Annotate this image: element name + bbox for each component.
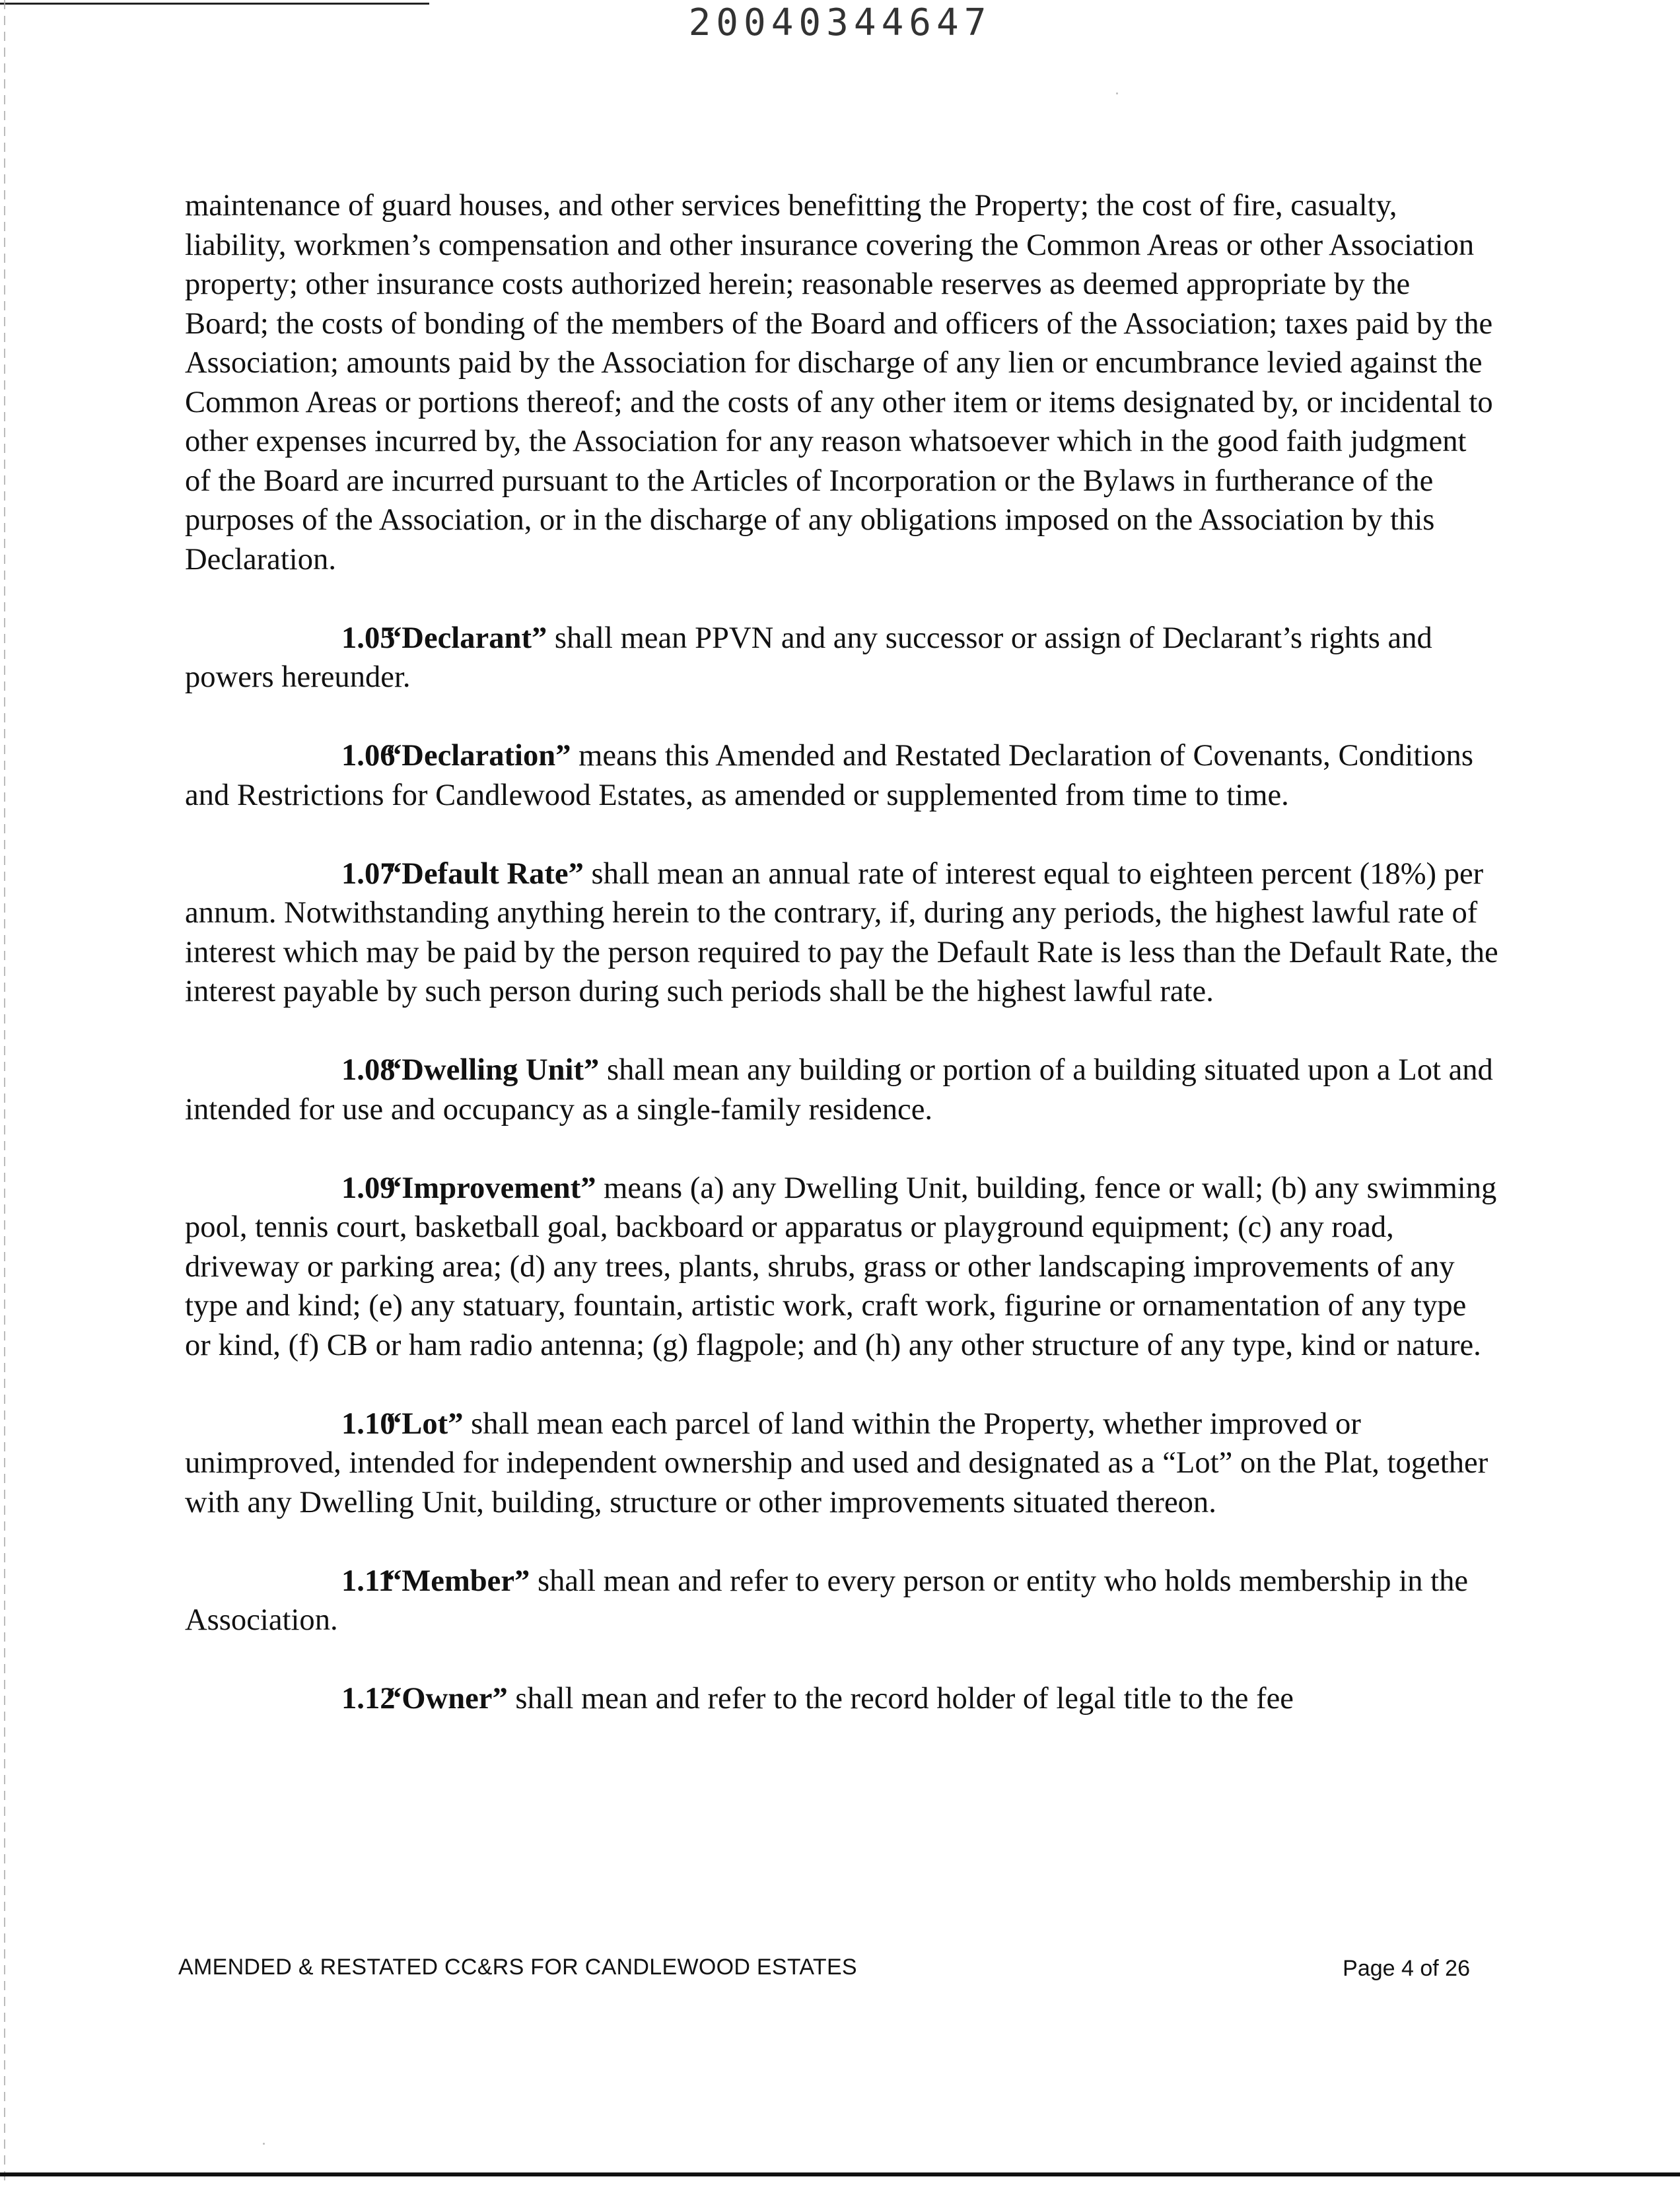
footer-page-number: Page 4 of 26: [1343, 1956, 1470, 1981]
section-text: shall mean and refer to every person or entity who holds membership in the Association.: [185, 1563, 1469, 1637]
section-number: 1.08: [341, 1053, 396, 1087]
scan-speck: [263, 2143, 265, 2145]
section-number: 1.07: [341, 856, 396, 891]
section-term: “Declarant”: [386, 620, 547, 655]
section-term: “Improvement”: [386, 1170, 596, 1205]
section-1-07: [185, 854, 1499, 1012]
section-text: means this Amended and Restated Declaration of Covenants, Conditions and Restrictions for Candlewood Estates, as amended or supplemented from time to time.: [185, 738, 1473, 812]
section-1-06: [185, 736, 1499, 815]
section-text: shall mean and refer to the record holder of legal title to the fee: [507, 1681, 1294, 1716]
section-term: “Member”: [386, 1563, 530, 1598]
section-1-09: [185, 1169, 1499, 1366]
section-term: “Owner”: [386, 1681, 508, 1716]
document-number: 20040344647: [688, 1, 992, 44]
document-body: [185, 186, 1499, 1758]
section-text: shall mean each parcel of land within the Property, whether improved or unimproved, intended for independent ownership and used and designated as a “Lot” on the Plat, together with any Dwelling Unit, building, structure or other improvements situated thereon.: [185, 1406, 1488, 1519]
footer-title: AMENDED & RESTATED CC&RS FOR CANDLEWOOD ESTATES: [178, 1955, 857, 1980]
section-1-10: [185, 1405, 1499, 1523]
scan-bottom-rule: [0, 2172, 1680, 2176]
section-number: 1.06: [341, 738, 396, 773]
section-text: shall mean PPVN and any successor or assign of Declarant’s rights and powers hereunder.: [185, 620, 1432, 694]
section-term: “Default Rate”: [386, 856, 584, 891]
section-1-08: [185, 1051, 1499, 1129]
intro-paragraph: maintenance of guard houses, and other services benefitting the Property; the cost of fire, casualty, liability, workmen’s compensation and other insurance covering the Common Areas or other Association property; other insurance costs authorized herein; reasonable reserves as deemed appropriate by the Board; the costs of bonding of the members of the Board and officers of the Association; taxes paid by the Association; amounts paid by the Association for discharge of any lien or encumbrance levied against the Common Areas or portions thereof; and the costs of any other item or items designated by, or incidental to other expenses incurred by, the Association for any reason whatsoever which in the good faith judgment of the Board are incurred pursuant to the Articles of Incorporation or the Bylaws in furtherance of the purposes of the Association, or in the discharge of any obligations imposed on the Association by this Declaration.: [185, 188, 1493, 576]
section-term: “Declaration”: [386, 738, 571, 773]
section-term: “Lot”: [386, 1406, 464, 1441]
section-number: 1.12: [341, 1681, 396, 1716]
section-number: 1.10: [341, 1406, 396, 1441]
section-number: 1.11: [341, 1563, 394, 1598]
scan-left-edge: [4, 0, 5, 2187]
section-number: 1.05: [341, 620, 396, 655]
scan-speck: [1116, 92, 1118, 94]
section-1-12: [185, 1679, 1499, 1719]
section-term: “Dwelling Unit”: [386, 1053, 600, 1087]
section-1-05: [185, 619, 1499, 697]
section-1-11: [185, 1562, 1499, 1640]
section-text: shall mean any building or portion of a building situated upon a Lot and intended for use and occupancy as a single-family residence.: [185, 1053, 1493, 1127]
section-number: 1.09: [341, 1170, 396, 1205]
section-text: shall mean an annual rate of interest equal to eighteen percent (18%) per annum. Notwithstanding anything herein to the contrary, if, during any periods, the highest lawful rate of interest which may be paid by the person required to pay the Default Rate is less than the Default Rate, the interest payable by such person during such periods shall be the highest lawful rate.: [185, 856, 1498, 1008]
section-text: means (a) any Dwelling Unit, building, fence or wall; (b) any swimming pool, tennis court, basketball goal, backboard or apparatus or playground equipment; (c) any road, driveway or parking area; (d) any trees, plants, shrubs, grass or other landscaping improvements of any type and kind; (e) any statuary, fountain, artistic work, craft work, figurine or ornamentation of any type or kind, (f) CB or ham radio antenna; (g) flagpole; and (h) any other structure of any type, kind or nature.: [185, 1170, 1497, 1362]
